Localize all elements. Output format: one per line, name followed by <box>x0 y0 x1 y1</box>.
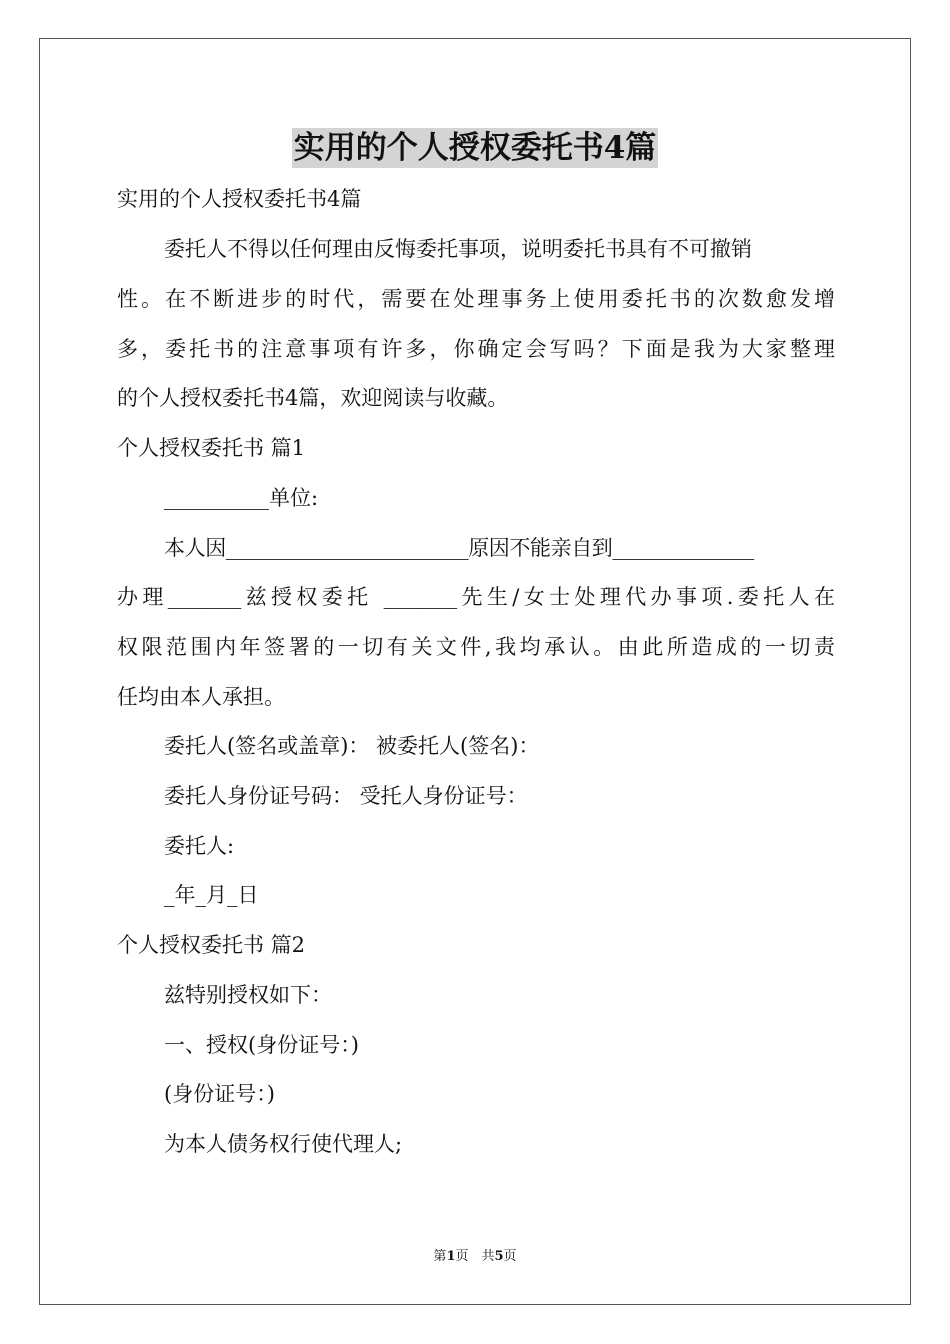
body-line: 兹特别授权如下： <box>164 983 332 1007</box>
intro-paragraph-line: 的个人授权委托书4篇，欢迎阅读与收藏。 <box>117 386 509 410</box>
page-footer <box>0 1248 950 1266</box>
footer-middle: 页 共 <box>455 1249 495 1264</box>
body-line: 一、授权(身份证号：) <box>164 1033 359 1057</box>
document-title <box>0 128 950 168</box>
body-paragraph-line: 权限范围内年签署的一切有关文件,我均承认。由此所造成的一切责 <box>117 635 835 659</box>
intro-paragraph-line: 多，委托书的注意事项有许多，你确定会写吗？下面是我为大家整理 <box>117 337 835 361</box>
intro-paragraph-line: 性。在不断进步的时代，需要在处理事务上使用委托书的次数愈发增 <box>117 287 835 311</box>
footer-suffix: 页 <box>503 1249 517 1264</box>
footer-prefix: 第 <box>433 1249 447 1264</box>
footer-page-number: 1 <box>446 1249 456 1264</box>
signature-line: 委托人(签名或盖章)： 被委托人(签名)： <box>164 734 540 758</box>
document-title-text: 实用的个人授权委托书4篇 <box>293 130 657 166</box>
section-heading-1: 个人授权委托书 篇1 <box>117 436 306 460</box>
date-line: _年_月_日 <box>164 883 259 907</box>
unit-line: __________单位: <box>164 486 319 510</box>
principal-line: 委托人: <box>164 834 235 858</box>
body-paragraph-line: 任均由本人承担。 <box>117 685 285 709</box>
body-line: (身份证号：) <box>164 1082 275 1106</box>
body-paragraph-line: 本人因________________________原因不能亲自到______________ <box>164 536 754 560</box>
intro-paragraph-line: 委托人不得以任何理由反悔委托事项，说明委托书具有不可撤销 <box>164 237 752 261</box>
section-heading-2: 个人授权委托书 篇2 <box>117 933 306 957</box>
page-border <box>39 38 911 1305</box>
body-line: 为本人债务权行使代理人; <box>164 1132 403 1156</box>
id-number-line: 委托人身份证号码： 受托人身份证号： <box>164 784 528 808</box>
footer-total-pages: 5 <box>494 1249 504 1264</box>
subtitle-line: 实用的个人授权委托书4篇 <box>117 187 362 211</box>
body-paragraph-line: 办理_______兹授权委托 _______先生/女士处理代办事项.委托人在 <box>117 585 835 609</box>
